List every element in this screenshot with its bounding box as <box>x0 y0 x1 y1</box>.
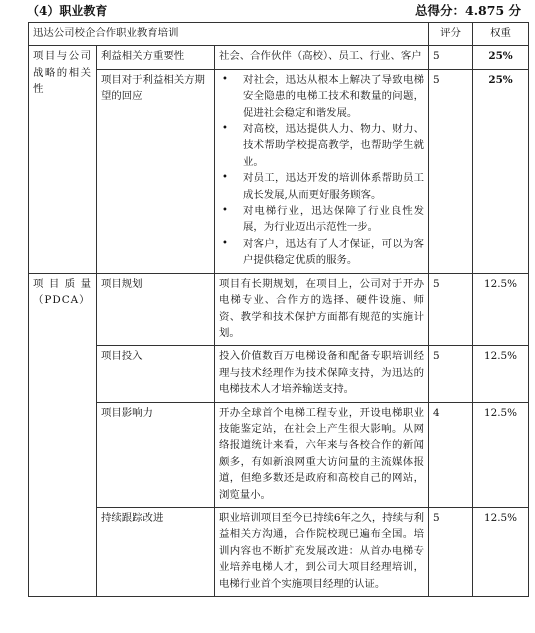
total-score: 总得分：4.875 分 <box>415 3 521 18</box>
section-header <box>0 0 535 24</box>
list-item-text: 对员工，迅达开发的培训体系帮助员工成长发展,从而更好服务顾客。 <box>243 172 425 201</box>
section-title: （4）职业教育 <box>27 4 108 18</box>
table-row <box>29 402 529 507</box>
expectation-list <box>219 72 424 269</box>
item-cell: 项目投入 <box>97 346 215 402</box>
weight-cell: 25% <box>473 46 529 69</box>
item-cell: 项目对于利益相关方期望的回应 <box>97 69 215 273</box>
table-row <box>29 273 529 346</box>
weight-cell: 12.5% <box>473 346 529 402</box>
content-cell: 投入价值数百万电梯设备和配备专职培训经理与技术经理作为技术保障支持，为迅达的电梯技术人才培养输送支持。 <box>215 346 429 402</box>
list-item <box>219 203 424 236</box>
table-row <box>29 346 529 402</box>
score-column-header: 评分 <box>429 23 473 46</box>
table-caption: 迅达公司校企合作职业教育培训 <box>29 23 429 46</box>
content-cell: 开办全球首个电梯工程专业，开设电梯职业技能鉴定站，在社会上产生很大影响。从网络报道统计来看，六年来与各校合作的新闻颇多，有如新浪网重大访问量的主流媒体报道，但绝多数还是政府和高校自己的网站，浏览量小。 <box>215 402 429 507</box>
weight-cell: 12.5% <box>473 273 529 346</box>
score-cell: 5 <box>429 46 473 69</box>
list-item-text: 对高校，迅达提供人力、物力、财力、技术帮助学校提高教学，也帮助学生就业。 <box>243 123 425 168</box>
table-caption-row <box>29 23 529 46</box>
item-cell: 项目影响力 <box>97 402 215 507</box>
bullet-icon: • <box>222 205 228 217</box>
list-item <box>219 121 424 170</box>
item-cell: 利益相关方重要性 <box>97 46 215 69</box>
list-item-text: 对客户，迅达有了人才保证，可以为客户提供稳定优质的服务。 <box>243 237 425 267</box>
item-cell: 项目规划 <box>97 273 215 346</box>
list-item <box>219 236 424 269</box>
content-cell: 社会、合作伙伴（高校）、员工、行业、客户 <box>215 46 429 69</box>
content-cell: 项目有长期规划，在项目上，公司对于开办电梯专业、合作方的选择、硬件设施、师资、教学和技术保护方面都有规范的实施计划。 <box>215 273 429 346</box>
weight-cell: 12.5% <box>473 402 529 507</box>
bullet-icon: • <box>222 172 228 184</box>
weight-column-header: 权重 <box>473 23 529 46</box>
bullet-icon: • <box>222 123 228 135</box>
list-item-text: 对社会，迅达从根本上解决了导致电梯安全隐患的电梯工技术和数量的问题，促进社会稳定和谐发展。 <box>243 73 425 119</box>
content-cell <box>215 69 429 273</box>
bullet-icon: • <box>222 237 228 249</box>
score-cell: 4 <box>429 402 473 507</box>
content-cell: 职业培训项目至今已持续6年之久，持续与利益相关方沟通，合作院校现已遍布全国。培训内容也不断扩充发展改进：从首办电梯专业培养电梯人才，到公司大项目经理培训，电梯行业首个实施项目经理的认证。 <box>215 507 429 596</box>
score-cell: 5 <box>429 507 473 596</box>
bullet-icon: • <box>222 73 228 85</box>
evaluation-table <box>28 22 529 597</box>
table-row <box>29 46 529 69</box>
list-item <box>219 72 424 121</box>
score-cell: 5 <box>429 69 473 273</box>
table-row <box>29 69 529 273</box>
list-item-text: 对电梯行业，迅达保障了行业良性发展，为行业迈出示范性一步。 <box>243 205 425 234</box>
weight-cell: 12.5% <box>473 507 529 596</box>
table-row <box>29 507 529 596</box>
category-cell: 项目质量（PDCA） <box>29 273 97 596</box>
score-cell: 5 <box>429 346 473 402</box>
category-cell: 项目与公司战略的相关性 <box>29 46 97 273</box>
list-item <box>219 170 424 203</box>
score-cell: 5 <box>429 273 473 346</box>
weight-cell: 25% <box>473 69 529 273</box>
item-cell: 持续跟踪改进 <box>97 507 215 596</box>
